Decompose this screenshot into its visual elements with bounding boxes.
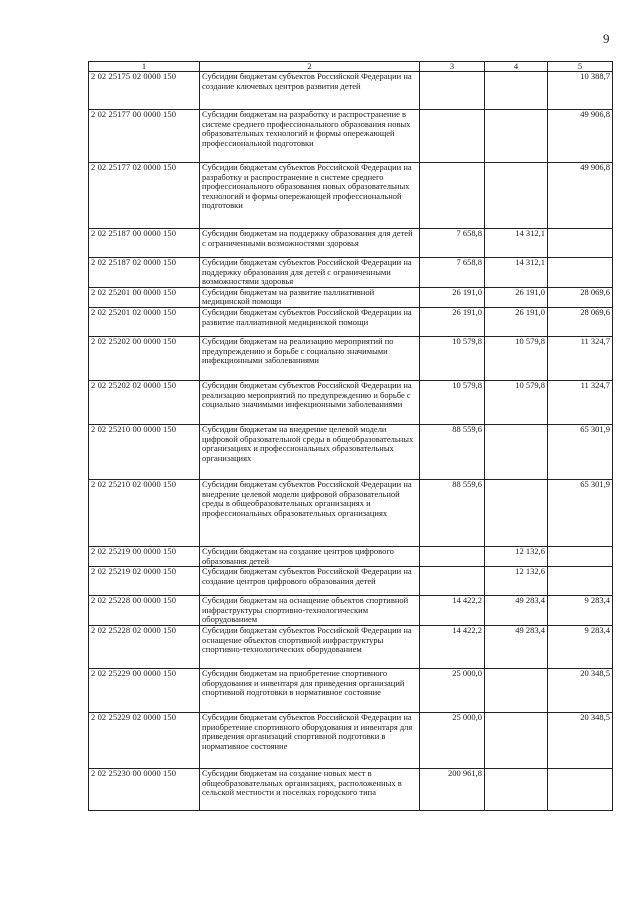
table-row — [89, 336, 613, 380]
table-row — [89, 307, 613, 336]
budget-code-cell: 2 02 25219 00 0000 150 — [89, 546, 200, 566]
table-row — [89, 424, 613, 479]
budget-code-cell: 2 02 25201 00 0000 150 — [89, 287, 200, 307]
amount-col5-cell — [548, 258, 613, 288]
budget-code-cell: 2 02 25187 02 0000 150 — [89, 258, 200, 288]
amount-col3-cell: 26 191,0 — [420, 287, 485, 307]
description-cell: Субсидии бюджетам на реализацию мероприятий по предупреждению и борьбе с социально значимыми инфекционными заболеваниями — [200, 336, 420, 380]
table-row — [89, 380, 613, 424]
amount-col5-cell: 49 906,8 — [548, 163, 613, 229]
description-cell: Субсидии бюджетам на создание центров цифрового образования детей — [200, 546, 420, 566]
column-header: 4 — [485, 62, 548, 72]
table-row — [89, 163, 613, 229]
amount-col5-cell: 28 069,6 — [548, 287, 613, 307]
budget-code-cell: 2 02 25177 00 0000 150 — [89, 110, 200, 163]
amount-col4-cell: 14 312,1 — [485, 229, 548, 258]
table-row — [89, 287, 613, 307]
amount-col5-cell: 20 348,5 — [548, 712, 613, 768]
table-row — [89, 596, 613, 626]
amount-col4-cell: 26 191,0 — [485, 287, 548, 307]
amount-col3-cell: 88 559,6 — [420, 424, 485, 479]
description-cell: Субсидии бюджетам субъектов Российской Федерации на внедрение целевой модели цифровой образовательной среды в общеобразовательных организациях и профессиональных образовательных организациях — [200, 479, 420, 546]
amount-col5-cell: 65 301,9 — [548, 479, 613, 546]
description-cell: Субсидии бюджетам субъектов Российской Федерации на оснащение объектов спортивной инфраструктуры спортивно-технологических оборудованием — [200, 625, 420, 668]
amount-col5-cell — [548, 229, 613, 258]
amount-col3-cell — [420, 72, 485, 110]
amount-col5-cell: 9 283,4 — [548, 596, 613, 626]
table-row — [89, 72, 613, 110]
description-cell: Субсидии бюджетам субъектов Российской Федерации на создание ключевых центров развития детей — [200, 72, 420, 110]
column-header: 5 — [548, 62, 613, 72]
table-row — [89, 258, 613, 288]
table-body — [89, 72, 613, 811]
amount-col5-cell: 11 324,7 — [548, 380, 613, 424]
amount-col4-cell — [485, 424, 548, 479]
description-cell: Субсидии бюджетам субъектов Российской Федерации на создание центров цифрового образования детей — [200, 567, 420, 596]
table-row — [89, 768, 613, 810]
page-number: 9 — [603, 31, 610, 46]
description-cell: Субсидии бюджетам на развитие паллиативной медицинской помощи — [200, 287, 420, 307]
amount-col4-cell: 49 283,4 — [485, 625, 548, 668]
amount-col4-cell: 10 579,8 — [485, 336, 548, 380]
budget-code-cell: 2 02 25202 00 0000 150 — [89, 336, 200, 380]
amount-col4-cell: 12 132,6 — [485, 546, 548, 566]
table-row — [89, 668, 613, 712]
amount-col3-cell: 26 191,0 — [420, 307, 485, 336]
description-cell: Субсидии бюджетам на внедрение целевой модели цифровой образовательной среды в общеобразовательных организациях и профессиональных образовательных организациях — [200, 424, 420, 479]
description-cell: Субсидии бюджетам субъектов Российской Федерации на разработку и распространение в системе среднего профессионального образования новых образовательных технологий и формы опережающей профессиональной подготовки — [200, 163, 420, 229]
table-row — [89, 479, 613, 546]
amount-col4-cell — [485, 712, 548, 768]
budget-code-cell: 2 02 25187 00 0000 150 — [89, 229, 200, 258]
amount-col3-cell: 10 579,8 — [420, 380, 485, 424]
amount-col3-cell: 200 961,8 — [420, 768, 485, 810]
amount-col4-cell: 12 132,6 — [485, 567, 548, 596]
amount-col5-cell — [548, 546, 613, 566]
description-cell: Субсидии бюджетам на оснащение объектов спортивной инфраструктуры спортивно-технологическим оборудованием — [200, 596, 420, 626]
budget-code-cell: 2 02 25202 02 0000 150 — [89, 380, 200, 424]
budget-code-cell: 2 02 25230 00 0000 150 — [89, 768, 200, 810]
amount-col5-cell: 49 906,8 — [548, 110, 613, 163]
amount-col5-cell — [548, 768, 613, 810]
table-row — [89, 625, 613, 668]
amount-col3-cell: 7 658,8 — [420, 229, 485, 258]
budget-code-cell: 2 02 25175 02 0000 150 — [89, 72, 200, 110]
budget-code-cell: 2 02 25228 02 0000 150 — [89, 625, 200, 668]
table-row — [89, 229, 613, 258]
amount-col5-cell: 10 388,7 — [548, 72, 613, 110]
amount-col5-cell: 11 324,7 — [548, 336, 613, 380]
table-row — [89, 567, 613, 596]
table-row — [89, 712, 613, 768]
budget-code-cell: 2 02 25210 02 0000 150 — [89, 479, 200, 546]
amount-col4-cell — [485, 110, 548, 163]
amount-col3-cell — [420, 567, 485, 596]
column-header: 2 — [200, 62, 420, 72]
amount-col5-cell: 28 069,6 — [548, 307, 613, 336]
amount-col5-cell: 9 283,4 — [548, 625, 613, 668]
description-cell: Субсидии бюджетам на разработку и распространение в системе среднего профессионального образования новых образовательных технологий и формы опережающей профессиональной подготовки — [200, 110, 420, 163]
description-cell: Субсидии бюджетам на создание новых мест в общеобразовательных организациях, расположенных в сельской местности и поселках городского типа — [200, 768, 420, 810]
amount-col3-cell: 25 000,0 — [420, 712, 485, 768]
header-row — [89, 62, 613, 72]
amount-col4-cell — [485, 668, 548, 712]
amount-col4-cell — [485, 479, 548, 546]
amount-col5-cell: 20 348,5 — [548, 668, 613, 712]
amount-col4-cell: 14 312,1 — [485, 258, 548, 288]
amount-col4-cell — [485, 768, 548, 810]
amount-col4-cell: 10 579,8 — [485, 380, 548, 424]
column-header: 1 — [89, 62, 200, 72]
amount-col3-cell: 88 559,6 — [420, 479, 485, 546]
description-cell: Субсидии бюджетам субъектов Российской Федерации на развитие паллиативной медицинской помощи — [200, 307, 420, 336]
amount-col3-cell — [420, 546, 485, 566]
budget-code-cell: 2 02 25177 02 0000 150 — [89, 163, 200, 229]
table-row — [89, 546, 613, 566]
budget-code-cell: 2 02 25210 00 0000 150 — [89, 424, 200, 479]
description-cell: Субсидии бюджетам субъектов Российской Федерации на поддержку образования для детей с ограниченными возможностями здоровья — [200, 258, 420, 288]
budget-code-cell: 2 02 25201 02 0000 150 — [89, 307, 200, 336]
amount-col4-cell: 26 191,0 — [485, 307, 548, 336]
amount-col3-cell — [420, 110, 485, 163]
column-header: 3 — [420, 62, 485, 72]
amount-col3-cell: 25 000,0 — [420, 668, 485, 712]
budget-code-cell: 2 02 25229 02 0000 150 — [89, 712, 200, 768]
amount-col5-cell — [548, 567, 613, 596]
amount-col3-cell — [420, 163, 485, 229]
amount-col3-cell: 14 422,2 — [420, 625, 485, 668]
amount-col5-cell: 65 301,9 — [548, 424, 613, 479]
amount-col4-cell: 49 283,4 — [485, 596, 548, 626]
budget-code-cell: 2 02 25229 00 0000 150 — [89, 668, 200, 712]
amount-col3-cell: 10 579,8 — [420, 336, 485, 380]
description-cell: Субсидии бюджетам субъектов Российской Федерации на реализацию мероприятий по предупреждению и борьбе с социально значимыми инфекционными заболеваниями — [200, 380, 420, 424]
amount-col4-cell — [485, 72, 548, 110]
description-cell: Субсидии бюджетам на приобретение спортивного оборудования и инвентаря для приведения организаций спортивной подготовки в нормативное состояние — [200, 668, 420, 712]
amount-col3-cell: 14 422,2 — [420, 596, 485, 626]
budget-code-cell: 2 02 25228 00 0000 150 — [89, 596, 200, 626]
amount-col4-cell — [485, 163, 548, 229]
amount-col3-cell: 7 658,8 — [420, 258, 485, 288]
description-cell: Субсидии бюджетам на поддержку образования для детей с ограниченными возможностями здоровья — [200, 229, 420, 258]
description-cell: Субсидии бюджетам субъектов Российской Федерации на приобретение спортивного оборудования и инвентаря для приведения организаций спортивной подготовки в нормативное состояние — [200, 712, 420, 768]
table-row — [89, 110, 613, 163]
budget-code-cell: 2 02 25219 02 0000 150 — [89, 567, 200, 596]
budget-table — [88, 61, 613, 811]
